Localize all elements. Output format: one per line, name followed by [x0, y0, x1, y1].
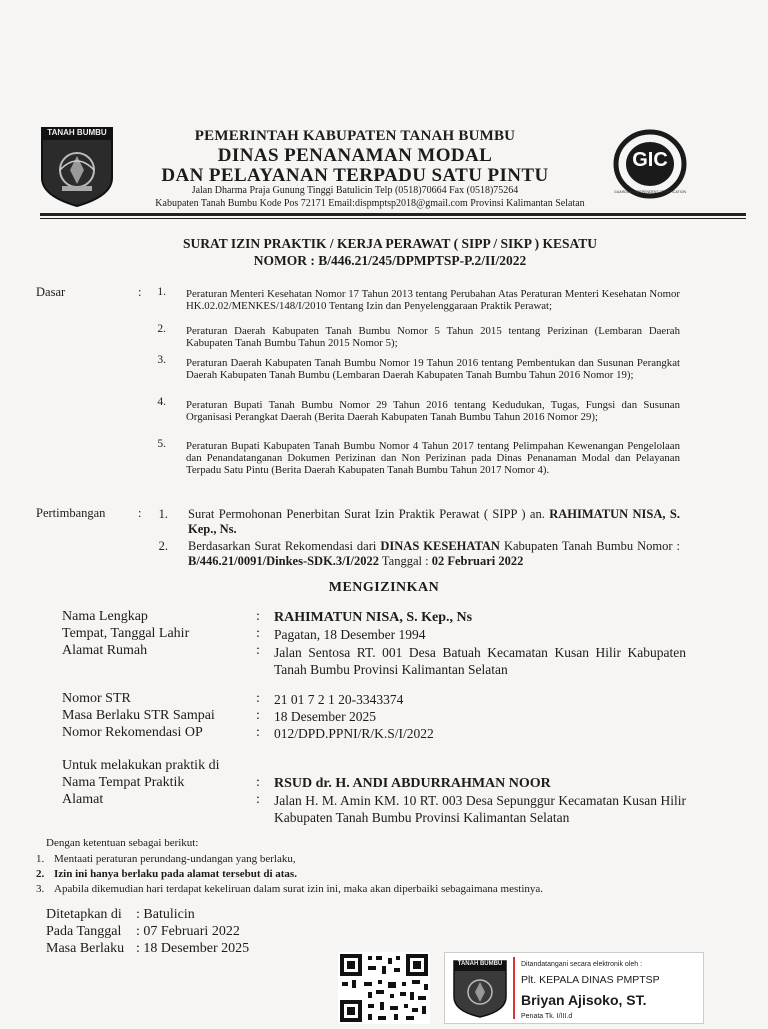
conditions-intro: Dengan ketentuan sebagai berikut: [46, 837, 199, 849]
pertimbangan-item-num: 1. [158, 507, 168, 521]
dasar-item: Peraturan Daerah Kabupaten Tanah Bumbu Nomor 5 Tahun 2015 tentang Perizinan (Lembaran Daerah Kabupaten Tanah Bumbu Tahun 2015 Nomor 5); [186, 325, 680, 350]
practice-address-colon: : [256, 792, 260, 807]
birth-label: Tempat, Tanggal Lahir [62, 626, 190, 641]
signatory-rank: Penata Tk. I/III.d [521, 1013, 573, 1020]
issued-place-value: : Batulicin [136, 907, 195, 922]
name-colon: : [256, 609, 260, 624]
practice-place-value: RSUD dr. H. ANDI ABDURRAHMAN NOOR [274, 776, 551, 791]
regency-stamp-label: TANAH BUMBU [457, 961, 503, 967]
certification-logo-text: GIC [632, 149, 668, 171]
certification-logo [612, 128, 688, 200]
document-title: SURAT IZIN PRAKTIK / KERJA PERAWAT ( SIPP / SIKP ) KESATU [183, 236, 597, 251]
header-agency-line1: DINAS PENANAMAN MODAL [217, 145, 493, 166]
practice-place-label: Nama Tempat Praktik [62, 775, 185, 790]
str-colon: : [256, 691, 260, 706]
dasar-item: Peraturan Bupati Kabupaten Tanah Bumbu Nomor 4 Tahun 2017 tentang Pelimpahan Kewenangan Pengelolaan dan Penandatanganan Dokumen Perizinan dan Non Perizinan pada Dinas Penanaman Modal dan Pelayanan Terpadu Satu Pintu (Berita Daerah Kabupaten Tanah Bumbu Tahun 2017 Nomor 4). [186, 440, 680, 477]
pertimbangan-item-2-date-label: Tanggal : [379, 554, 432, 568]
dasar-item-num: 1. [157, 286, 166, 298]
certification-ring-text: GUARDIAN INDEPENDENT CERTIFICATION [614, 190, 686, 194]
recommendation-number: B/446.21/0091/Dinkes-SDK.3/I/2022 [188, 554, 379, 568]
header-address-line1: Jalan Dharma Praja Gunung Tinggi Batulicin Telp (0518)70664 Fax (0518)75264 [191, 185, 519, 196]
practice-address-value: Jalan H. M. Amin KM. 10 RT. 003 Desa Sepunggur Kecamatan Kusan Hilir Kabupaten Tanah Bumbu Provinsi Kalimantan Selatan [274, 793, 686, 825]
header-agency-line2: DAN PELAYANAN TERPADU SATU PINTU [161, 165, 549, 186]
pertimbangan-label: Pertimbangan [36, 506, 106, 520]
dasar-item: Peraturan Bupati Tanah Bumbu Nomor 29 Tahun 2016 tentang Kedudukan, Tugas, Fungsi dan Susunan Organisasi Perangkat Daerah (Berita Daerah Kabupaten Tanah Bumbu Tahun 2016 Nomor 29); [186, 399, 680, 424]
dasar-item: Peraturan Daerah Kabupaten Tanah Bumbu Nomor 19 Tahun 2016 tentang Pembentukan dan Susunan Perangkat Daerah Kabupaten Tanah Bumbu (Lembaran Daerah Kabupaten Tanah Bumbu Tahun 2016 Nomor 19); [186, 357, 680, 382]
dasar-item: Peraturan Menteri Kesehatan Nomor 17 Tahun 2013 tentang Perubahan Atas Peraturan Menteri Kesehatan Nomor HK.02.02/MENKES/148/I/2010 Tentang Izin dan Penyelenggaraan Praktik Perawat; [186, 288, 680, 313]
address-label: Alamat Rumah [62, 643, 148, 658]
str-valid-colon: : [256, 708, 260, 723]
condition-num: 3. [36, 883, 45, 895]
condition-item: Mentaati peraturan perundang-undangan yang berlaku, [54, 853, 296, 865]
recommendation-colon: : [256, 725, 260, 740]
pertimbangan-item-2-text: Berdasarkan Surat Rekomendasi dari [188, 539, 381, 553]
name-value: RAHIMATUN NISA, S. Kep., Ns [274, 610, 473, 625]
dasar-colon: : [138, 285, 142, 299]
header-rule-thin [40, 218, 746, 219]
pertimbangan-colon: : [138, 506, 142, 520]
recommendation-date: 02 Februari 2022 [431, 554, 524, 568]
pertimbangan-item-num: 2. [158, 539, 168, 553]
valid-until-label: Masa Berlaku [46, 941, 125, 956]
pertimbangan-item-2 [188, 539, 680, 569]
issued-place-label: Ditetapkan di [46, 907, 122, 922]
recommendation-value: 012/DPD.PPNI/R/K.S/I/2022 [274, 726, 434, 741]
condition-num: 1. [36, 853, 45, 865]
regency-emblem-label: TANAH BUMBU [47, 128, 107, 137]
recommendation-label: Nomor Rekomendasi OP [62, 725, 203, 740]
header-rule-thick [40, 213, 746, 216]
dasar-item-num: 4. [157, 396, 166, 408]
applicant-name-inline: RAHIMATUN NISA, S. Kep., Ns. [188, 507, 680, 536]
str-label: Nomor STR [62, 691, 131, 706]
name-label: Nama Lengkap [62, 609, 148, 624]
signature-divider [513, 957, 515, 1019]
str-valid-value: 18 Desember 2025 [274, 709, 376, 724]
pertimbangan-item-2-mid: Kabupaten Tanah Bumbu Nomor : [499, 539, 680, 553]
condition-num: 2. [36, 868, 45, 880]
dasar-item-num: 5. [157, 438, 166, 450]
condition-item: Izin ini hanya berlaku pada alamat tersebut di atas. [54, 868, 297, 880]
practice-address-label: Alamat [62, 792, 104, 807]
signatory-name: Briyan Ajisoko, ST. [521, 992, 647, 1008]
qr-code [338, 952, 430, 1024]
document-number: NOMOR : B/446.21/245/DPMPTSP-P.2/II/2022 [253, 253, 527, 268]
address-value: Jalan Sentosa RT. 001 Desa Batuah Kecamatan Kusan Hilir Kabupaten Tanah Bumbu Provinsi Kalimantan Selatan [274, 645, 686, 677]
str-value: 21 01 7 2 1 20-3343374 [274, 692, 404, 707]
birth-value: Pagatan, 18 Desember 1994 [274, 627, 426, 642]
issued-date-value: : 07 Februari 2022 [136, 924, 240, 939]
signature-block [444, 952, 704, 1024]
dasar-label: Dasar [36, 285, 66, 299]
regency-emblem [38, 126, 116, 208]
dasar-item-num: 3. [157, 354, 166, 366]
address-colon: : [256, 643, 260, 658]
condition-item: Apabila dikemudian hari terdapat kekeliruan dalam surat izin ini, maka akan diperbaiki sebagaimana mestinya. [54, 883, 544, 895]
header-government: PEMERINTAH KABUPATEN TANAH BUMBU [194, 128, 516, 144]
issued-date-label: Pada Tanggal [46, 924, 122, 939]
birth-colon: : [256, 626, 260, 641]
regency-stamp [451, 959, 509, 1019]
mengizinkan-heading: MENGIZINKAN [328, 580, 440, 595]
signed-electronically-note: Ditandatangani secara elektronik oleh : [521, 961, 643, 968]
header-address-line2: Kabupaten Tanah Bumbu Kode Pos 72171 Email:dispmptsp2018@gmail.com Provinsi Kalimantan Selatan [155, 198, 585, 209]
pertimbangan-item-1-text: Surat Permohonan Penerbitan Surat Izin Praktik Perawat ( SIPP ) an. [188, 507, 550, 521]
recommending-agency: DINAS KESEHATAN [380, 539, 500, 553]
practice-place-colon: : [256, 775, 260, 790]
pertimbangan-item-1 [188, 507, 680, 537]
valid-until-value: : 18 Desember 2025 [136, 941, 250, 956]
signatory-position: Plt. KEPALA DINAS PMPTSP [521, 974, 660, 986]
str-valid-label: Masa Berlaku STR Sampai [62, 708, 215, 723]
practice-intro: Untuk melakukan praktik di [62, 758, 220, 773]
dasar-item-num: 2. [157, 323, 166, 335]
